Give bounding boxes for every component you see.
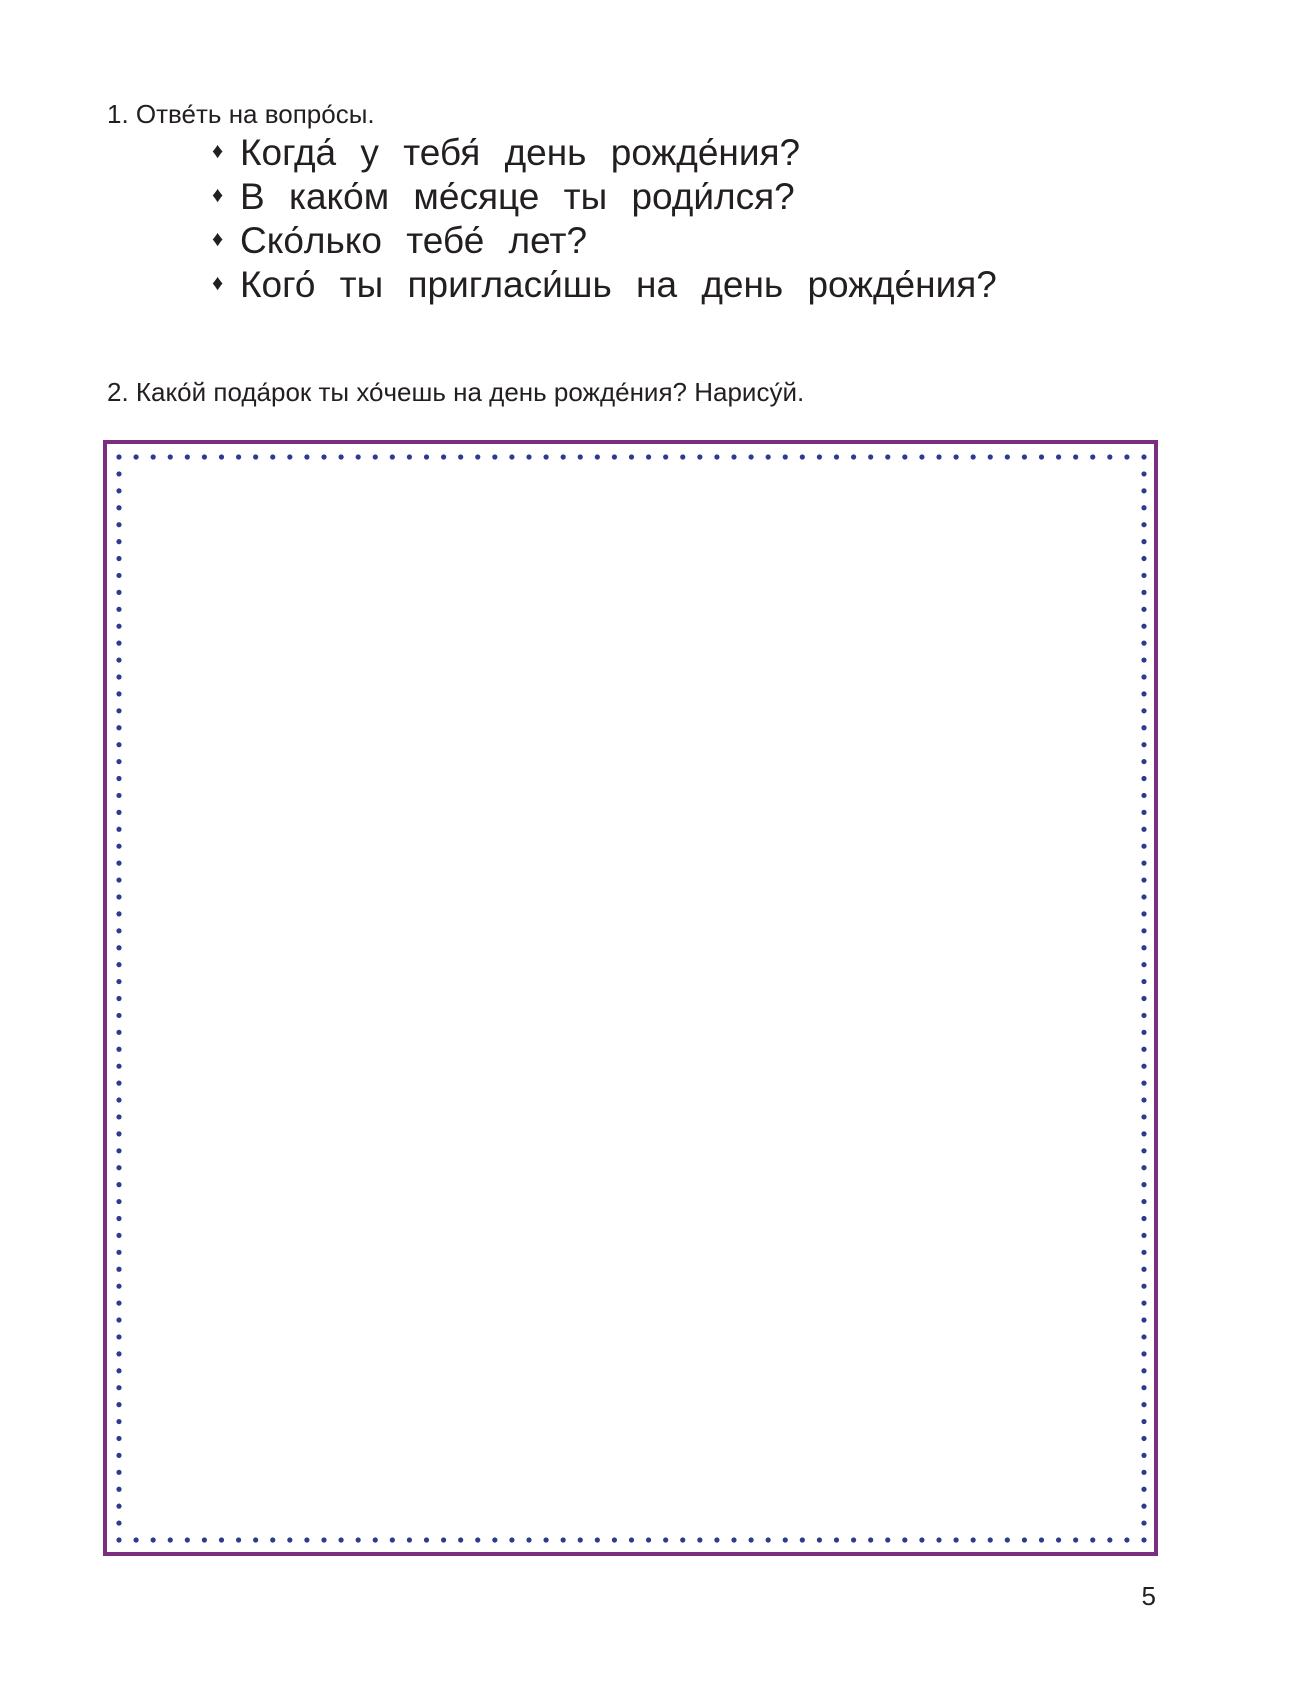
border-dot xyxy=(817,1537,822,1542)
border-dot xyxy=(287,454,292,459)
border-dot xyxy=(817,454,822,459)
border-dot xyxy=(526,1537,531,1542)
border-dot xyxy=(116,1300,121,1305)
border-dot xyxy=(185,454,190,459)
border-dot xyxy=(116,1233,121,1238)
border-dot xyxy=(116,911,121,916)
border-dot xyxy=(116,674,121,679)
border-dot xyxy=(1141,1250,1146,1255)
border-dot xyxy=(116,1537,121,1542)
border-dot xyxy=(116,1284,121,1289)
border-dot xyxy=(697,454,702,459)
border-dot xyxy=(1141,1233,1146,1238)
border-dot xyxy=(1141,590,1146,595)
border-dot xyxy=(748,1537,753,1542)
border-dot xyxy=(116,1334,121,1339)
border-dot xyxy=(116,1267,121,1272)
border-dot xyxy=(116,1250,121,1255)
border-dot xyxy=(287,1537,292,1542)
border-dot xyxy=(646,1537,651,1542)
border-dot xyxy=(116,979,121,984)
border-dot xyxy=(356,1537,361,1542)
border-dot xyxy=(1141,1351,1146,1356)
border-dot xyxy=(1141,691,1146,696)
border-dot xyxy=(885,1537,890,1542)
border-dot xyxy=(1141,1081,1146,1086)
question-item xyxy=(212,219,997,263)
border-dot xyxy=(1141,844,1146,849)
border-dot xyxy=(116,776,121,781)
border-dot xyxy=(612,454,617,459)
border-dot xyxy=(1005,454,1010,459)
page-number: 5 xyxy=(1141,1581,1156,1611)
border-dot xyxy=(116,607,121,612)
border-dot xyxy=(731,454,736,459)
border-dot xyxy=(1141,1131,1146,1136)
border-dot xyxy=(1141,657,1146,662)
border-dot xyxy=(185,1537,190,1542)
border-dot xyxy=(116,1436,121,1441)
border-dot xyxy=(748,454,753,459)
border-dot xyxy=(766,1537,771,1542)
border-dot xyxy=(868,1537,873,1542)
border-dot xyxy=(116,1216,121,1221)
border-dot xyxy=(407,1537,412,1542)
border-dot xyxy=(116,471,121,476)
border-dot xyxy=(612,1537,617,1542)
border-dot xyxy=(919,1537,924,1542)
border-dot xyxy=(1141,1300,1146,1305)
border-dot xyxy=(1022,1537,1027,1542)
border-dot xyxy=(1124,454,1129,459)
border-dot xyxy=(116,590,121,595)
border-dot xyxy=(116,928,121,933)
border-dot xyxy=(116,877,121,882)
border-dot xyxy=(1141,641,1146,646)
border-dot xyxy=(116,522,121,527)
border-dot xyxy=(116,1165,121,1170)
border-dot xyxy=(338,454,343,459)
border-dot xyxy=(509,454,514,459)
border-dot xyxy=(338,1537,343,1542)
border-dot xyxy=(1141,454,1146,459)
border-dot xyxy=(971,454,976,459)
border-dot xyxy=(321,1537,326,1542)
border-dot xyxy=(595,454,600,459)
border-dot xyxy=(714,1537,719,1542)
border-dot xyxy=(116,539,121,544)
border-dot xyxy=(1141,674,1146,679)
border-dot xyxy=(116,945,121,950)
border-dot xyxy=(475,454,480,459)
border-dot xyxy=(116,1402,121,1407)
border-dot xyxy=(988,1537,993,1542)
border-dot xyxy=(116,793,121,798)
border-dot xyxy=(116,1385,121,1390)
border-dot xyxy=(731,1537,736,1542)
border-dot xyxy=(1056,454,1061,459)
question-list xyxy=(212,131,997,307)
border-dot xyxy=(1141,1453,1146,1458)
border-dot xyxy=(116,1487,121,1492)
border-dot xyxy=(1005,1537,1010,1542)
border-dot xyxy=(509,1537,514,1542)
border-dot xyxy=(526,454,531,459)
border-dot xyxy=(116,827,121,832)
border-dot xyxy=(253,1537,258,1542)
border-dot xyxy=(663,1537,668,1542)
question-text: Кого́ ты пригласи́шь на день рожде́ния? xyxy=(240,264,997,305)
border-dot xyxy=(953,1537,958,1542)
border-dot xyxy=(1141,962,1146,967)
border-dot xyxy=(1022,454,1027,459)
border-dot xyxy=(1141,1030,1146,1035)
border-dot xyxy=(168,454,173,459)
border-dot xyxy=(971,1537,976,1542)
border-dot xyxy=(1141,556,1146,561)
border-dot xyxy=(116,1419,121,1424)
border-dot xyxy=(475,1537,480,1542)
border-dot xyxy=(116,1131,121,1136)
border-dot xyxy=(116,1317,121,1322)
border-dot xyxy=(936,1537,941,1542)
border-dot xyxy=(1141,471,1146,476)
border-dot xyxy=(1141,505,1146,510)
border-dot xyxy=(783,454,788,459)
border-dot xyxy=(543,1537,548,1542)
border-dot xyxy=(116,894,121,899)
border-dot xyxy=(1141,1520,1146,1525)
border-dot xyxy=(116,996,121,1001)
border-dot xyxy=(1141,1487,1146,1492)
border-dot xyxy=(800,1537,805,1542)
border-dot xyxy=(1141,945,1146,950)
task-1-heading: 1. Отве́ть на вопро́сы. xyxy=(107,99,375,129)
border-dot xyxy=(270,454,275,459)
border-dot xyxy=(1141,1317,1146,1322)
diamond-icon: ♦ xyxy=(212,226,224,251)
border-dot xyxy=(851,1537,856,1542)
border-dot xyxy=(304,454,309,459)
border-dot xyxy=(116,691,121,696)
border-dot xyxy=(578,454,583,459)
border-dot xyxy=(116,1030,121,1035)
border-dot xyxy=(1141,1165,1146,1170)
border-dot xyxy=(646,454,651,459)
border-dot xyxy=(1141,708,1146,713)
border-dot xyxy=(714,454,719,459)
border-dot xyxy=(116,1097,121,1102)
border-dot xyxy=(1141,488,1146,493)
border-dot xyxy=(133,1537,138,1542)
border-dot xyxy=(1141,1402,1146,1407)
border-dot xyxy=(321,454,326,459)
border-dot xyxy=(800,454,805,459)
border-dot xyxy=(390,454,395,459)
border-dot xyxy=(1141,1047,1146,1052)
border-dot xyxy=(1141,522,1146,527)
border-dot xyxy=(116,505,121,510)
border-dot xyxy=(116,810,121,815)
border-dot xyxy=(133,454,138,459)
border-dot xyxy=(116,488,121,493)
border-dot xyxy=(116,1199,121,1204)
border-dot xyxy=(1141,1216,1146,1221)
border-dot xyxy=(116,641,121,646)
border-dot xyxy=(116,708,121,713)
border-dot xyxy=(1141,1504,1146,1509)
border-dot xyxy=(902,454,907,459)
border-dot xyxy=(116,742,121,747)
border-dot xyxy=(1141,742,1146,747)
border-dot xyxy=(236,1537,241,1542)
border-dot xyxy=(1141,928,1146,933)
border-dot xyxy=(697,1537,702,1542)
border-dot xyxy=(885,454,890,459)
border-dot xyxy=(116,1470,121,1475)
diamond-icon: ♦ xyxy=(212,270,224,295)
border-dot xyxy=(1141,1064,1146,1069)
border-dot xyxy=(1090,454,1095,459)
border-dot xyxy=(424,454,429,459)
diamond-icon: ♦ xyxy=(212,182,224,207)
border-dot xyxy=(116,454,121,459)
border-dot xyxy=(629,1537,634,1542)
diamond-icon: ♦ xyxy=(212,138,224,163)
border-dot xyxy=(424,1537,429,1542)
question-text: Ско́лько тебе́ лет? xyxy=(240,220,588,261)
border-dot xyxy=(1141,1148,1146,1153)
border-dot xyxy=(1141,607,1146,612)
border-dot xyxy=(1141,1182,1146,1187)
border-dot xyxy=(1141,1368,1146,1373)
border-dot xyxy=(1039,454,1044,459)
border-dot xyxy=(116,556,121,561)
border-dot xyxy=(1141,810,1146,815)
border-dot xyxy=(1141,1267,1146,1272)
border-dot xyxy=(116,1504,121,1509)
border-dot xyxy=(1141,793,1146,798)
border-dot xyxy=(1141,827,1146,832)
question-item xyxy=(212,263,997,307)
border-dot xyxy=(680,454,685,459)
border-dot xyxy=(1141,894,1146,899)
border-dot xyxy=(270,1537,275,1542)
border-dot xyxy=(202,454,207,459)
border-dot xyxy=(116,1368,121,1373)
question-item xyxy=(212,131,997,175)
border-dot xyxy=(1073,454,1078,459)
border-dot xyxy=(561,454,566,459)
border-dot xyxy=(834,1537,839,1542)
border-dot xyxy=(1107,1537,1112,1542)
border-dot xyxy=(1141,624,1146,629)
border-dot xyxy=(116,573,121,578)
border-dot xyxy=(1141,573,1146,578)
border-dot xyxy=(1141,759,1146,764)
border-dot xyxy=(953,454,958,459)
border-dot xyxy=(116,1148,121,1153)
border-dot xyxy=(441,454,446,459)
border-dot xyxy=(902,1537,907,1542)
border-dot xyxy=(1073,1537,1078,1542)
border-dot xyxy=(168,1537,173,1542)
border-dot xyxy=(116,1081,121,1086)
border-dot xyxy=(595,1537,600,1542)
border-dot xyxy=(373,1537,378,1542)
border-dot xyxy=(116,1520,121,1525)
border-dot xyxy=(116,1182,121,1187)
border-dot xyxy=(1141,1537,1146,1542)
border-dot xyxy=(1141,539,1146,544)
border-dot xyxy=(1141,1114,1146,1119)
border-dot xyxy=(116,759,121,764)
border-dot xyxy=(936,454,941,459)
border-dot xyxy=(151,1537,156,1542)
border-dot xyxy=(868,454,873,459)
border-dot xyxy=(373,454,378,459)
border-dot xyxy=(219,1537,224,1542)
border-dot xyxy=(1141,1284,1146,1289)
border-dot xyxy=(680,1537,685,1542)
drawing-area[interactable] xyxy=(103,440,1158,1556)
border-dot xyxy=(458,454,463,459)
question-item xyxy=(212,175,997,219)
border-dot xyxy=(919,454,924,459)
border-dot xyxy=(441,1537,446,1542)
border-dot xyxy=(116,1013,121,1018)
border-dot xyxy=(1141,861,1146,866)
border-dot xyxy=(663,454,668,459)
border-dot xyxy=(236,454,241,459)
border-dot xyxy=(1141,1199,1146,1204)
border-dot xyxy=(219,454,224,459)
border-dot xyxy=(629,454,634,459)
border-dot xyxy=(116,861,121,866)
dotted-inner-border xyxy=(107,444,1154,1552)
border-dot xyxy=(1141,1097,1146,1102)
border-dot xyxy=(458,1537,463,1542)
border-dot xyxy=(116,1047,121,1052)
border-dot xyxy=(1124,1537,1129,1542)
border-dot xyxy=(116,1453,121,1458)
border-dot xyxy=(1141,1436,1146,1441)
border-dot xyxy=(1141,979,1146,984)
border-dot xyxy=(1141,725,1146,730)
border-dot xyxy=(1056,1537,1061,1542)
border-dot xyxy=(561,1537,566,1542)
border-dot xyxy=(492,454,497,459)
border-dot xyxy=(304,1537,309,1542)
border-dot xyxy=(851,454,856,459)
border-dot xyxy=(390,1537,395,1542)
border-dot xyxy=(834,454,839,459)
border-dot xyxy=(1141,911,1146,916)
task-2-heading: 2. Како́й пода́рок ты хо́чешь на день рожде́ния? Нарису́й. xyxy=(107,377,805,407)
border-dot xyxy=(1107,454,1112,459)
border-dot xyxy=(1141,1419,1146,1424)
border-dot xyxy=(1141,1334,1146,1339)
border-dot xyxy=(578,1537,583,1542)
border-dot xyxy=(116,1351,121,1356)
border-dot xyxy=(202,1537,207,1542)
border-dot xyxy=(988,454,993,459)
border-dot xyxy=(116,844,121,849)
border-dot xyxy=(407,454,412,459)
question-text: В како́м ме́сяце ты роди́лся? xyxy=(240,176,795,217)
border-dot xyxy=(253,454,258,459)
border-dot xyxy=(1141,996,1146,1001)
border-dot xyxy=(783,1537,788,1542)
border-dot xyxy=(1141,776,1146,781)
border-dot xyxy=(766,454,771,459)
border-dot xyxy=(1039,1537,1044,1542)
border-dot xyxy=(492,1537,497,1542)
border-dot xyxy=(116,624,121,629)
border-dot xyxy=(116,1114,121,1119)
border-dot xyxy=(151,454,156,459)
border-dot xyxy=(1090,1537,1095,1542)
question-text: Когда́ у тебя́ день рожде́ния? xyxy=(240,132,801,173)
border-dot xyxy=(1141,1470,1146,1475)
border-dot xyxy=(543,454,548,459)
border-dot xyxy=(1141,1013,1146,1018)
border-dot xyxy=(1141,877,1146,882)
border-dot xyxy=(116,657,121,662)
border-dot xyxy=(116,725,121,730)
border-dot xyxy=(116,962,121,967)
border-dot xyxy=(356,454,361,459)
border-dot xyxy=(1141,1385,1146,1390)
border-dot xyxy=(116,1064,121,1069)
